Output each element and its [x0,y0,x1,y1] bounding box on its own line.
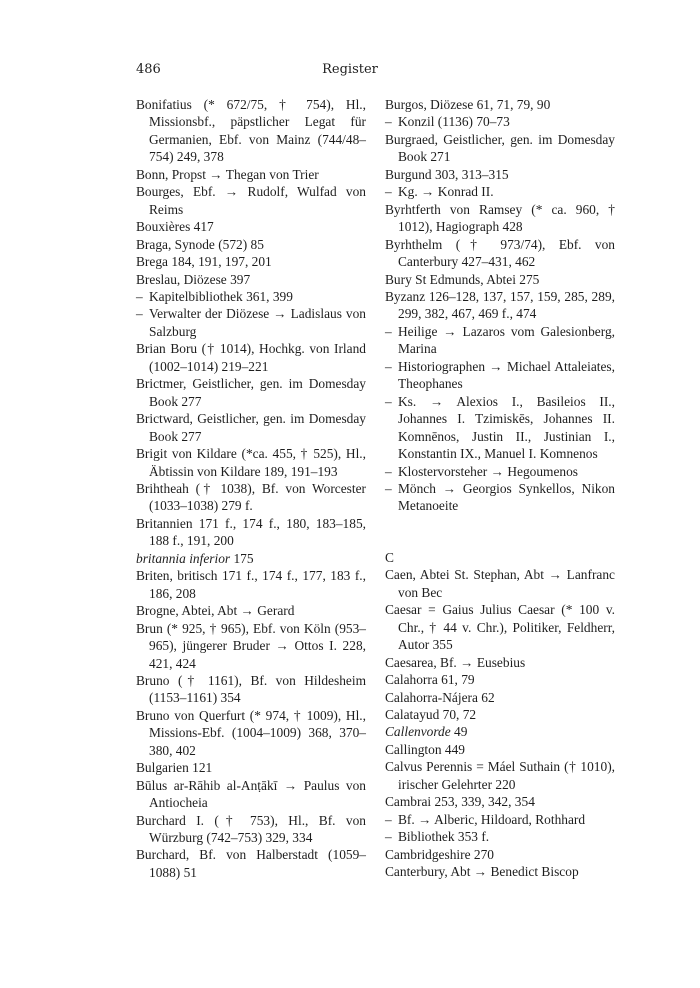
entry-text: Byzanz 126–128, 137, 157, 159, 285, 289, 299, 382, 467, 469 f., 474 [385,288,615,322]
subentry-dash: – [385,463,392,479]
index-entry [136,166,366,183]
entry-text: Konzil (1136) 70–73 [398,114,510,130]
index-section-b-continued [385,96,615,515]
index-subentry [385,463,615,480]
page-number: 486 [136,62,161,77]
entry-text: Bruno († 1161), Bf. von Hildesheim (1153–1161) 354 [136,672,366,706]
index-entry [385,271,615,288]
entry-text: Verwalter der Diözese → Ladislaus von Salzburg [149,306,366,339]
index-entry [385,706,615,723]
index-entry [385,723,615,740]
entry-text: Calvus Perennis = Máel Suthain († 1010), irischer Gelehrter 220 [385,759,615,792]
index-section-c [385,566,615,880]
index-entry [385,671,615,688]
index-entry [385,863,615,880]
entry-text: Brigit von Kildare (*ca. 455, † 525), Hl., Äbtissin von Kildare 189, 191–193 [136,446,366,479]
entry-text: Brega 184, 191, 197, 201 [136,254,272,270]
entry-text: Brun (* 925, † 965), Ebf. von Köln (953–965), jüngerer Bruder → Ottos I. 228, 421, 424 [136,620,366,671]
subentry-dash: – [385,393,392,409]
entry-text: Burgraed, Geistlicher, gen. im Domesday Book 271 [385,131,615,165]
index-entry [136,340,366,375]
index-entry [136,410,366,445]
entry-text: Britannien 171 f., 174 f., 180, 183–185, 188 f., 191, 200 [136,515,366,549]
index-subentry [385,183,615,200]
subentry-dash: – [136,288,143,304]
entry-text: Cambrai 253, 339, 342, 354 [385,794,535,810]
entry-text: Calatayud 70, 72 [385,706,477,722]
entry-text: 175 [230,550,254,566]
index-entry [385,741,615,758]
entry-text: Canterbury, Abt → Benedict Biscop [385,864,579,880]
entry-text: Bonifatius (* 672/75, † 754), Hl., Missionsbf., päpstlicher Legat für Germanien, Ebf. von Mainz (744/48–754) 249, 378 [136,97,366,165]
entry-text: Caesar = Gaius Julius Caesar (* 100 v. Chr., † 44 v. Chr.), Politiker, Feldherr, Autor 355 [385,602,615,653]
section-letter-heading: C [385,549,394,565]
entry-text: Ks. → Alexios I., Basileios II., Johannes I. Tzimiskēs, Johannes II. Komnēnos, Justin II., Justinian I., Konstantin IX., Manuel I. Komnenos [398,393,615,462]
index-entry [136,271,366,288]
subentry-dash: – [136,306,143,322]
index-subentry [385,811,615,828]
subentry-dash: – [385,829,392,845]
entry-text: Bourges, Ebf. → Rudolf, Wulfad von Reims [136,184,366,217]
index-entry [385,601,615,653]
entry-text: Calahorra 61, 79 [385,672,475,688]
entry-text: Calahorra-Nájera 62 [385,689,495,705]
entry-text: Brihtheah († 1038), Bf. von Worcester (1033–1038) 279 f. [136,480,366,514]
index-entry [385,793,615,810]
running-head: Register [322,62,378,77]
entry-text: Braga, Synode (572) 85 [136,236,264,252]
entry-text: Historiographen → Michael Attaleiates, Theophanes [398,358,615,392]
index-entry [136,620,366,672]
index-entry [385,131,615,166]
index-entry [385,846,615,863]
entry-text: Būlus ar-Rāhib al-Anṭākī → Paulus von Antiocheia [136,777,366,811]
index-entry [385,96,615,113]
index-subentry [136,305,366,340]
entry-text: Kg. → Konrad II. [398,184,494,200]
index-subentry [385,358,615,393]
index-entry [136,96,366,166]
entry-text: Burchard I. († 753), Hl., Bf. von Würzburg (742–753) 329, 334 [136,812,366,846]
entry-text: Byrhtferth von Ramsey (* ca. 960, † 1012), Hagiograph 428 [385,201,615,235]
index-entry [136,759,366,776]
entry-text: Burgos, Diözese 61, 71, 79, 90 [385,97,551,112]
subentry-dash: – [385,323,392,339]
entry-text: Byrhthelm († 973/74), Ebf. von Canterbury 427–431, 462 [385,236,615,270]
index-entry [385,654,615,671]
entry-text: Bonn, Propst → Thegan von Trier [136,166,319,182]
entry-text: Burchard, Bf. von Halberstadt (1059–1088) 51 [136,847,366,880]
entry-text: Brictmer, Geistlicher, gen. im Domesday Book 277 [136,376,366,409]
index-subentry [385,828,615,845]
entry-text: Caen, Abtei St. Stephan, Abt → Lanfranc von Bec [385,567,615,600]
entry-text: Cambridgeshire 270 [385,846,494,862]
index-entry [136,567,366,602]
index-entry [136,812,366,847]
entry-text: Brictward, Geistlicher, gen. im Domesday Book 277 [136,411,366,444]
entry-text: Klostervorsteher → Hegoumenos [398,463,578,479]
entry-text: Caesarea, Bf. → Eusebius [385,654,526,670]
index-entry [385,201,615,236]
index-entry [385,236,615,271]
entry-text: Kapitelbibliothek 361, 399 [149,288,293,304]
index-entry [136,672,366,707]
index-entry [136,707,366,759]
index-entry [136,236,366,253]
index-entry [136,253,366,270]
entry-text: Callington 449 [385,741,465,757]
entry-text: 49 [450,724,468,740]
index-entry [136,480,366,515]
entry-text: Bulgarien 121 [136,760,213,776]
subentry-dash: – [385,811,392,827]
index-entry [136,183,366,218]
entry-text: Bouxières 417 [136,219,214,235]
entry-text: Brogne, Abtei, Abt → Gerard [136,603,295,619]
entry-text: Bury St Edmunds, Abtei 275 [385,271,540,287]
entry-italic-term: Callenvorde [385,724,451,740]
index-entry [136,375,366,410]
index-entry [136,777,366,812]
entry-text: Brian Boru († 1014), Hochkg. von Irland (1002–1014) 219–221 [136,341,366,374]
subentry-dash: – [385,184,392,200]
subentry-dash: – [385,114,392,130]
entry-text: Heilige → Lazaros vom Galesionberg, Marina [398,323,615,357]
index-entry [136,218,366,235]
index-entry [385,758,615,793]
index-subentry [385,323,615,358]
entry-text: Bibliothek 353 f. [398,829,490,845]
index-entry [385,566,615,601]
index-entry [385,166,615,183]
subentry-dash: – [385,358,392,374]
subentry-dash: – [385,480,392,496]
entry-text: Briten, britisch 171 f., 174 f., 177, 183 f., 186, 208 [136,568,366,601]
entry-text: Bf. → Alberic, Hildoard, Rothhard [398,811,586,827]
index-entry [136,445,366,480]
index-subentry [385,393,615,463]
index-subentry [385,113,615,130]
index-subentry [136,288,366,305]
entry-text: Burgund 303, 313–315 [385,166,509,182]
entry-text: Mönch → Georgios Synkellos, Nikon Metanoeite [398,480,615,514]
index-column-right [385,96,615,880]
index-column-left [136,96,366,881]
index-entry [385,288,615,323]
index-entry [136,550,366,567]
index-subentry [385,480,615,515]
index-entry [136,515,366,550]
index-entry [385,689,615,706]
index-entry [136,846,366,881]
index-entry [136,602,366,619]
entry-text: Bruno von Querfurt (* 974, † 1009), Hl., Missions-Ebf. (1004–1009) 368, 370–380, 402 [136,707,366,758]
entry-text: Breslau, Diözese 397 [136,271,251,287]
entry-italic-term: britannia inferior [136,550,231,566]
